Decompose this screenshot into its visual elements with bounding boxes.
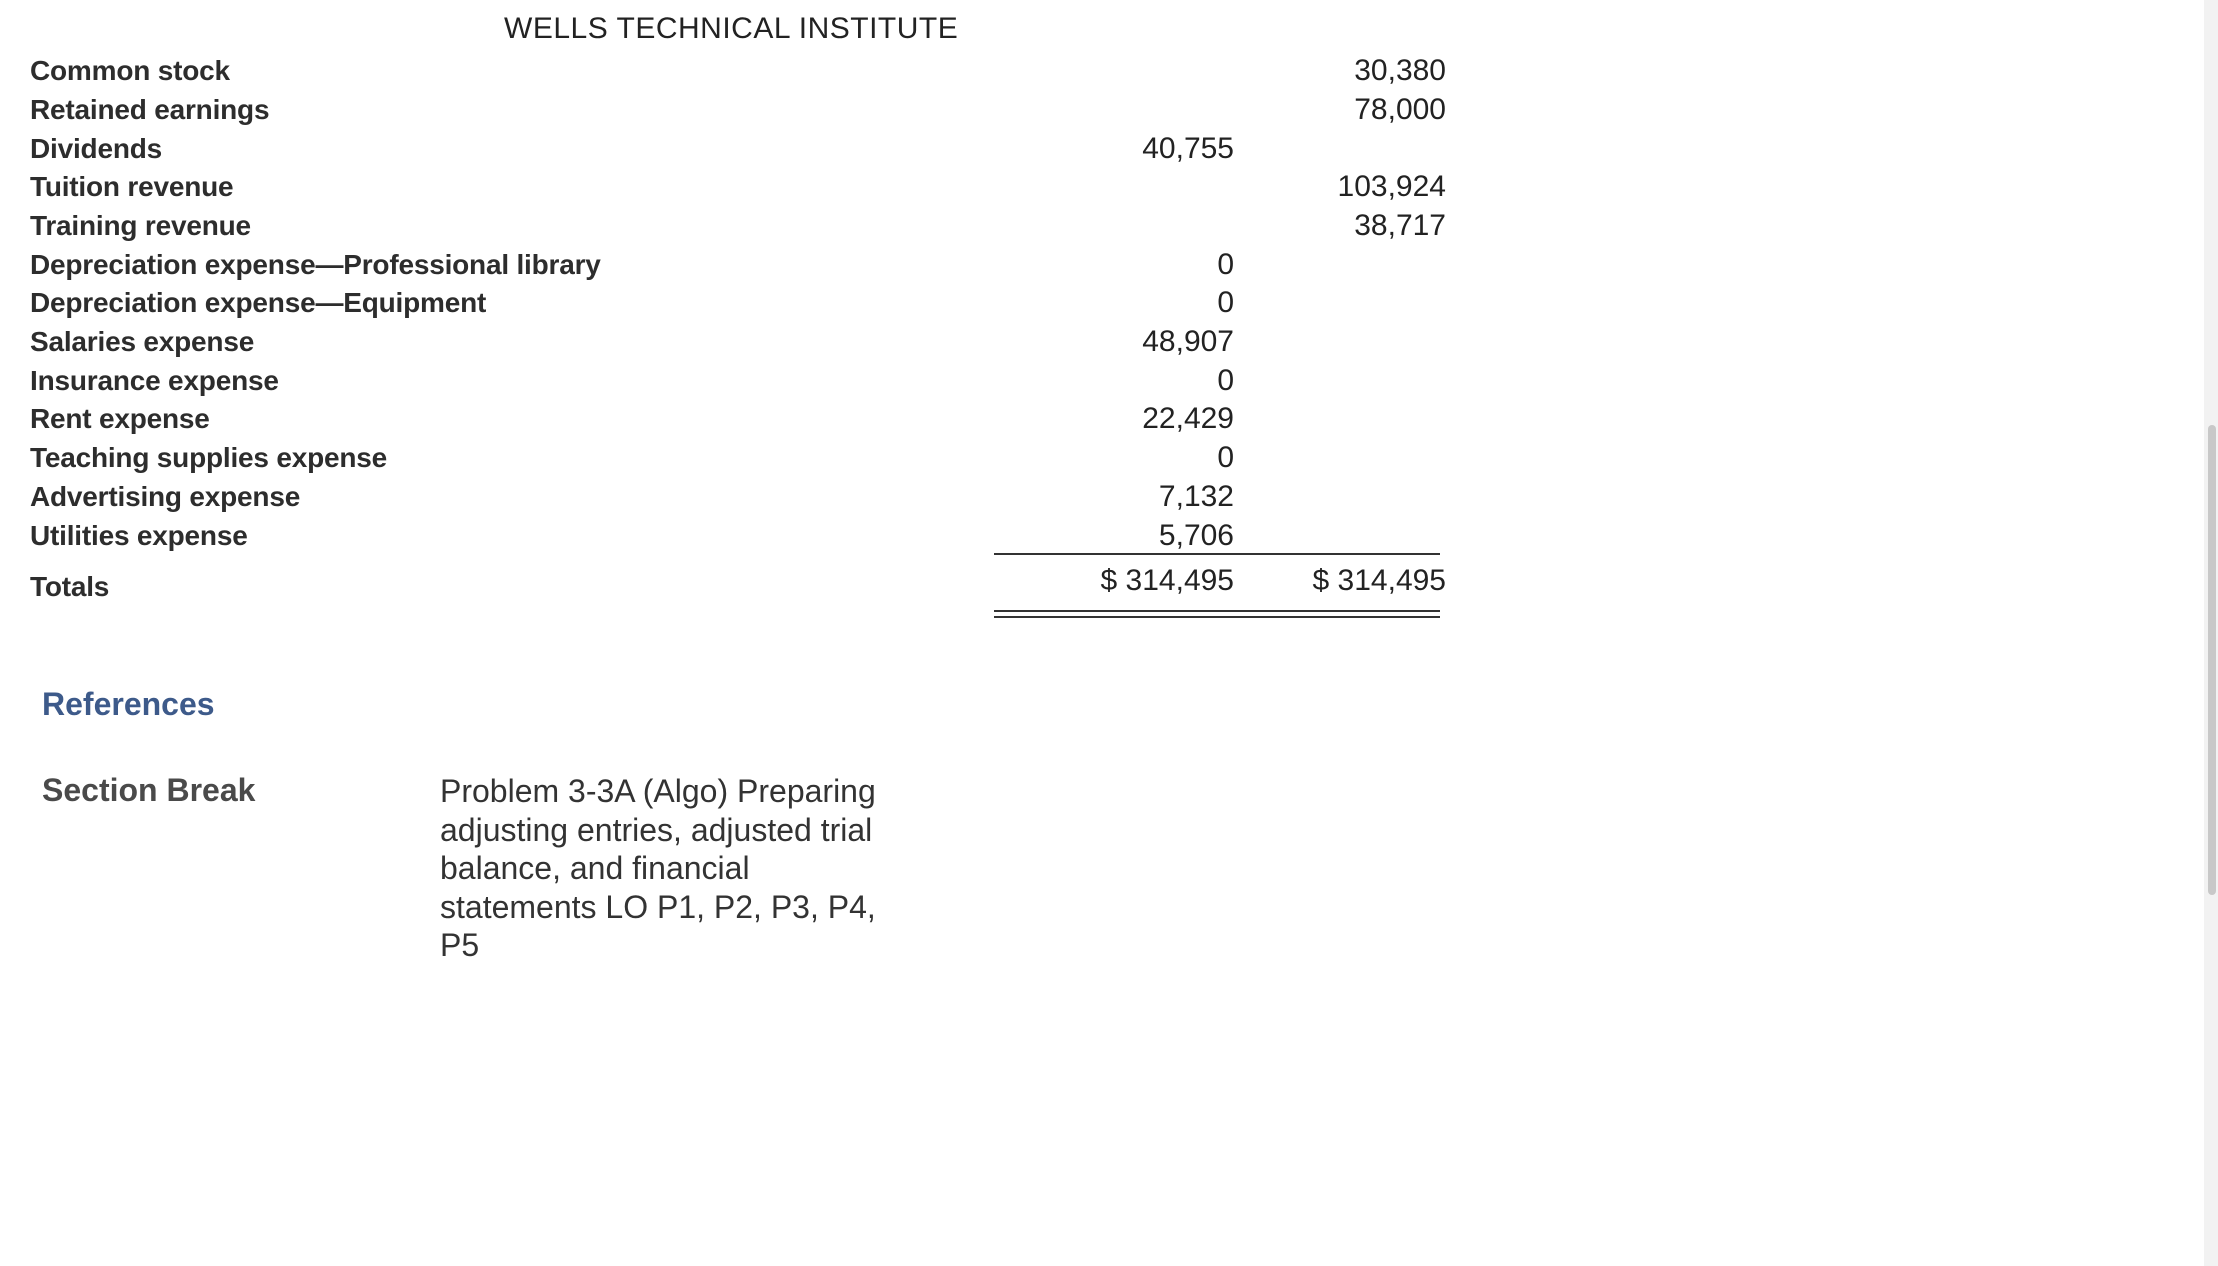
account-name: Utilities expense <box>30 520 248 551</box>
credit-amount: 103,924 <box>1337 170 1446 203</box>
table-row <box>30 400 1440 438</box>
debit-amount: 0 <box>1217 441 1234 474</box>
table-row <box>30 246 1440 284</box>
table-row <box>30 478 1440 516</box>
debit-amount: 0 <box>1217 364 1234 397</box>
debit-total: $ 314,495 <box>1100 564 1234 597</box>
table-row <box>30 362 1440 400</box>
table-row <box>30 52 1446 90</box>
page-title: WELLS TECHNICAL INSTITUTE <box>504 12 959 45</box>
problem-description: Problem 3-3A (Algo) Preparing adjusting entries, adjusted trial balance, and financial statements LO P1, P2, P3, P4, P5 <box>440 773 876 963</box>
debit-amount: 0 <box>1217 286 1234 319</box>
account-name: Training revenue <box>30 210 251 241</box>
account-name: Teaching supplies expense <box>30 442 388 473</box>
table-row <box>30 517 1440 555</box>
table-row <box>30 439 1440 477</box>
account-name: Tuition revenue <box>30 171 234 202</box>
debit-amount: 40,755 <box>1142 132 1234 165</box>
totals-label: Totals <box>30 571 110 602</box>
debit-amount: 22,429 <box>1142 402 1234 435</box>
account-name: Rent expense <box>30 403 210 434</box>
totals-row <box>30 562 1446 602</box>
account-name: Common stock <box>30 55 230 86</box>
credit-amount: 78,000 <box>1354 93 1446 126</box>
table-row <box>30 207 1446 245</box>
table-row <box>30 91 1446 129</box>
table-row <box>30 130 1440 168</box>
credit-total: $ 314,495 <box>1312 564 1446 597</box>
table-row <box>30 284 1440 322</box>
account-name: Depreciation expense—Equipment <box>30 287 487 318</box>
totals-double-rule <box>994 610 1440 618</box>
debit-amount: 5,706 <box>1158 519 1234 552</box>
scrollbar-thumb[interactable] <box>2208 425 2216 895</box>
totals-top-rule <box>994 553 1440 555</box>
account-name: Dividends <box>30 133 163 164</box>
account-name: Depreciation expense—Professional library <box>30 249 601 280</box>
account-name: Insurance expense <box>30 365 279 396</box>
table-row <box>30 168 1446 206</box>
debit-amount: 0 <box>1217 248 1234 281</box>
section-break-label: Section Break <box>42 772 256 808</box>
credit-amount: 38,717 <box>1354 209 1446 242</box>
table-row <box>30 323 1440 361</box>
credit-amount: 30,380 <box>1354 54 1446 87</box>
vertical-scrollbar[interactable] <box>2204 0 2218 1266</box>
debit-amount: 7,132 <box>1158 480 1234 513</box>
references-heading[interactable]: References <box>42 686 215 722</box>
account-name: Advertising expense <box>30 481 301 512</box>
account-name: Salaries expense <box>30 326 255 357</box>
account-name: Retained earnings <box>30 94 270 125</box>
debit-amount: 48,907 <box>1142 325 1234 358</box>
